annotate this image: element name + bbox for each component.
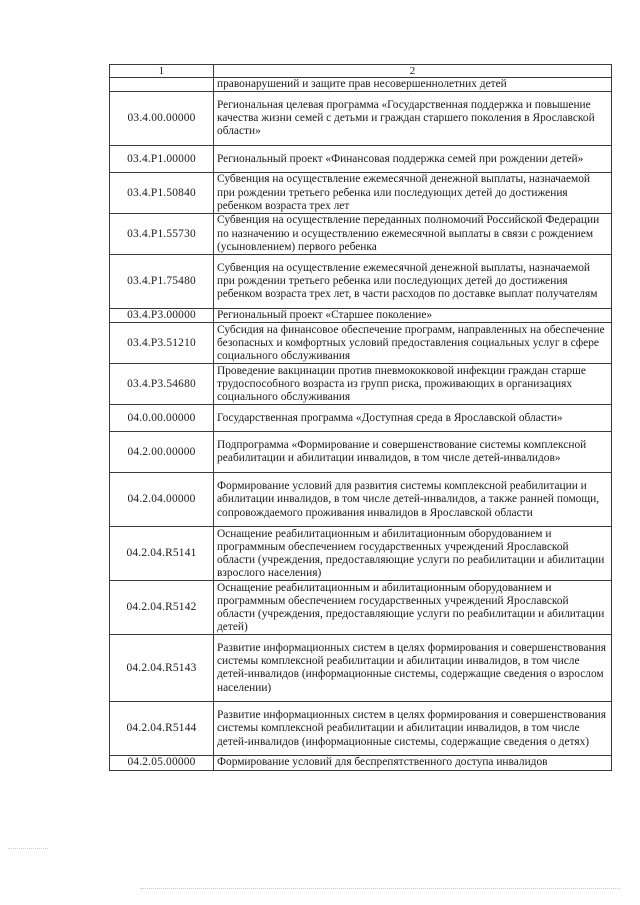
row-text: Региональный проект «Финансовая поддержка семей при рождении детей» (214, 146, 612, 173)
table-row (110, 309, 612, 323)
table-row (110, 323, 612, 364)
row-text: Формирование условий для беспрепятственного доступа инвалидов (214, 756, 612, 770)
row-code: 04.2.00.00000 (110, 432, 214, 473)
row-code: 03.4.P1.55730 (110, 214, 214, 255)
table-row (110, 581, 612, 635)
table-row (110, 405, 612, 432)
row-text: Субсидия на финансовое обеспечение программ, направленных на обеспечение безопасных и комфортных условий предоставления социальных услуг в сфере социального обслуживания (214, 323, 612, 364)
row-code: 03.4.00.00000 (110, 92, 214, 146)
row-text: правонарушений и защите прав несовершеннолетних детей (214, 78, 612, 92)
row-code: 04.2.05.00000 (110, 756, 214, 770)
table-row (110, 173, 612, 214)
row-code (110, 78, 214, 92)
row-text: Подпрограмма «Формирование и совершенствование системы комплексной реабилитации и абилитации инвалидов, в том числе детей-инвалидов» (214, 432, 612, 473)
table-row (110, 214, 612, 255)
row-text: Проведение вакцинации против пневмококковой инфекции граждан старше трудоспособного возраста из групп риска, проживающих в организациях социального обслуживания (214, 364, 612, 405)
table-row (110, 78, 612, 92)
scan-artifact (8, 848, 48, 851)
row-text: Субвенция на осуществление переданных полномочий Российской Федерации по назначению и осуществлению ежемесячной выплаты в связи с рождением (усыновлением) первого ребенка (214, 214, 612, 255)
row-code: 04.2.04.R5143 (110, 635, 214, 702)
row-text: Региональная целевая программа «Государственная поддержка и повышение качества жизни семей с детьми и граждан старшего поколения в Ярославской области» (214, 92, 612, 146)
table-row (110, 364, 612, 405)
row-code: 03.4.P1.75480 (110, 255, 214, 309)
row-text: Развитие информационных систем в целях формирования и совершенствования системы комплексной реабилитации и абилитации инвалидов, в том числе детей-инвалидов (информационные системы, содержащие сведения о детях) (214, 702, 612, 756)
row-code: 03.4.P1.50840 (110, 173, 214, 214)
row-code: 03.4.P3.00000 (110, 309, 214, 323)
row-text: Развитие информационных систем в целях формирования и совершенствования системы комплексной реабилитации и абилитации инвалидов, в том числе детей-инвалидов (информационные системы, содержащие сведения о взрослом населении) (214, 635, 612, 702)
row-code: 03.4.P1.00000 (110, 146, 214, 173)
row-text: Субвенция на осуществление ежемесячной денежной выплаты, назначаемой при рождении третьего ребенка или последующих детей до достижения ребенком возраста трех лет, в части расходов по доставке выплат получателям (214, 255, 612, 309)
table-row (110, 473, 612, 527)
row-code: 04.2.04.00000 (110, 473, 214, 527)
row-code: 04.2.04.R5142 (110, 581, 214, 635)
table-row (110, 92, 612, 146)
row-text: Формирование условий для развития системы комплексной реабилитации и абилитации инвалидов, в том числе детей-инвалидов, а также ранней помощи, сопровождаемого проживания инвалидов в Ярославской области (214, 473, 612, 527)
header-col-1: 1 (110, 65, 214, 78)
budget-classification-table (109, 64, 612, 771)
table-row (110, 527, 612, 581)
table-row (110, 146, 612, 173)
row-text: Оснащение реабилитационным и абилитационным оборудованием и программным обеспечением государственных учреждений Ярославской области (учреждения, предоставляющие услуги по реабилитации и абилитации взрослого населения) (214, 527, 612, 581)
scan-artifact (140, 888, 620, 891)
table-row (110, 432, 612, 473)
row-code: 04.0.00.00000 (110, 405, 214, 432)
row-code: 04.2.04.R5144 (110, 702, 214, 756)
table-row (110, 255, 612, 309)
table-row (110, 756, 612, 770)
table-row (110, 635, 612, 702)
row-code: 04.2.04.R5141 (110, 527, 214, 581)
row-text: Региональный проект «Старшее поколение» (214, 309, 612, 323)
row-text: Субвенция на осуществление ежемесячной денежной выплаты, назначаемой при рождении третьего ребенка или последующих детей до достижения ребенком возраста трех лет (214, 173, 612, 214)
row-text: Государственная программа «Доступная среда в Ярославской области» (214, 405, 612, 432)
row-code: 03.4.P3.51210 (110, 323, 214, 364)
header-col-2: 2 (214, 65, 612, 78)
table-header-row (110, 65, 612, 78)
row-text: Оснащение реабилитационным и абилитационным оборудованием и программным обеспечением государственных учреждений Ярославской области (учреждения, предоставляющие услуги по реабилитации и абилитации детей) (214, 581, 612, 635)
row-code: 03.4.P3.54680 (110, 364, 214, 405)
table-row (110, 702, 612, 756)
